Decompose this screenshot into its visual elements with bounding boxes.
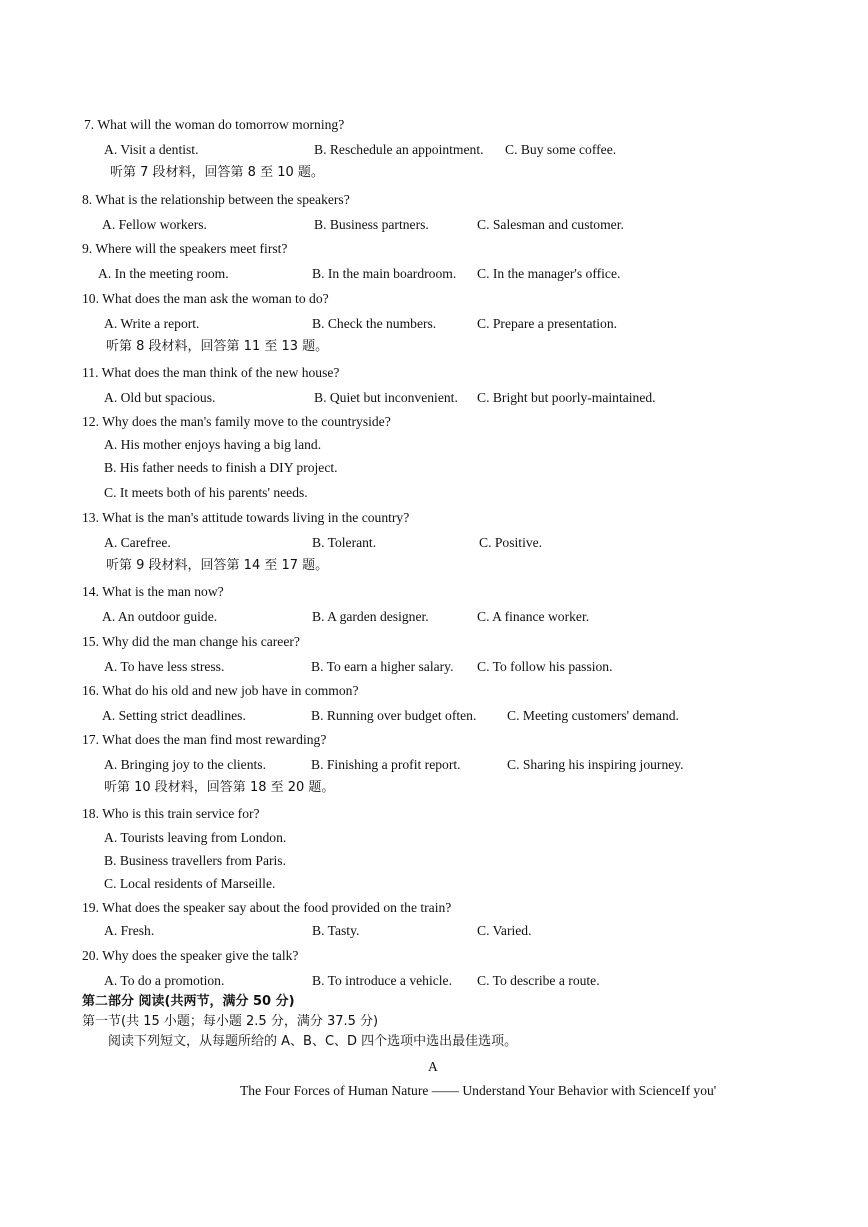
question-14-option-c: C. A finance worker.: [477, 609, 590, 624]
question-14-option-a: A. An outdoor guide.: [102, 609, 218, 624]
section-instruction-7: 听第 7 段材料，回答第 8 至 10 题。: [110, 165, 324, 180]
reading-instruction: 阅读下列短文，从每题所给的 A、B、C、D 四个选项中选出最佳选项。: [108, 1034, 518, 1049]
question-15-option-a: A. To have less stress.: [104, 659, 225, 674]
question-14-option-b: B. A garden designer.: [312, 609, 429, 624]
section-instruction-9: 听第 9 段材料，回答第 14 至 17 题。: [106, 558, 329, 573]
question-16-option-c: C. Meeting customers' demand.: [507, 708, 679, 723]
question-9-stem: 9. Where will the speakers meet first?: [82, 241, 288, 256]
section-instruction-10: 听第 10 段材料，回答第 18 至 20 题。: [104, 780, 335, 795]
question-19-option-a: A. Fresh.: [104, 923, 155, 938]
question-19-option-b: B. Tasty.: [312, 923, 360, 938]
question-15-option-b: B. To earn a higher salary.: [311, 659, 454, 674]
question-20-stem: 20. Why does the speaker give the talk?: [82, 948, 299, 963]
question-11-option-b: B. Quiet but inconvenient.: [314, 390, 458, 405]
question-7-option-a: A. Visit a dentist.: [104, 142, 199, 157]
question-13-option-b: B. Tolerant.: [312, 535, 377, 550]
question-15-stem: 15. Why did the man change his career?: [82, 634, 300, 649]
question-17-stem: 17. What does the man find most rewarding?: [82, 732, 327, 747]
question-8-option-a: A. Fellow workers.: [102, 217, 207, 232]
question-17-option-b: B. Finishing a profit report.: [311, 757, 461, 772]
question-19-option-c: C. Varied.: [477, 923, 532, 938]
question-20-option-c: C. To describe a route.: [477, 973, 600, 988]
question-9-option-c: C. In the manager's office.: [477, 266, 621, 281]
question-18-option-b: B. Business travellers from Paris.: [104, 853, 286, 868]
question-9-option-a: A. In the meeting room.: [98, 266, 229, 281]
question-20-option-b: B. To introduce a vehicle.: [312, 973, 452, 988]
question-7-stem: 7. What will the woman do tomorrow morning?: [84, 117, 345, 132]
question-10-option-c: C. Prepare a presentation.: [477, 316, 618, 331]
question-12-stem: 12. Why does the man's family move to the countryside?: [82, 414, 391, 429]
question-10-option-b: B. Check the numbers.: [312, 316, 437, 331]
question-13-option-c: C. Positive.: [479, 535, 543, 550]
question-18-option-a: A. Tourists leaving from London.: [104, 830, 287, 845]
question-10-option-a: A. Write a report.: [104, 316, 200, 331]
section-instruction-8: 听第 8 段材料，回答第 11 至 13 题。: [106, 339, 329, 354]
question-7-option-b: B. Reschedule an appointment.: [314, 142, 484, 157]
question-17-option-a: A. Bringing joy to the clients.: [104, 757, 266, 772]
question-19-stem: 19. What does the speaker say about the food provided on the train?: [82, 900, 452, 915]
question-13-option-a: A. Carefree.: [104, 535, 171, 550]
question-12-option-a: A. His mother enjoys having a big land.: [104, 437, 322, 452]
question-11-stem: 11. What does the man think of the new house?: [82, 365, 340, 380]
question-20-option-a: A. To do a promotion.: [104, 973, 225, 988]
question-8-option-b: B. Business partners.: [314, 217, 429, 232]
question-11-option-c: C. Bright but poorly-maintained.: [477, 390, 656, 405]
question-18-option-c: C. Local residents of Marseille.: [104, 876, 276, 891]
passage-title: The Four Forces of Human Nature —— Understand Your Behavior with ScienceIf you': [240, 1083, 717, 1098]
question-8-stem: 8. What is the relationship between the speakers?: [82, 192, 350, 207]
passage-letter: A: [428, 1059, 438, 1074]
question-16-stem: 16. What do his old and new job have in common?: [82, 683, 359, 698]
question-15-option-c: C. To follow his passion.: [477, 659, 613, 674]
part-two-heading: 第二部分 阅读(共两节，满分 50 分): [82, 994, 295, 1009]
question-12-option-c: C. It meets both of his parents' needs.: [104, 485, 308, 500]
question-16-option-a: A. Setting strict deadlines.: [102, 708, 246, 723]
question-10-stem: 10. What does the man ask the woman to do?: [82, 291, 329, 306]
question-13-stem: 13. What is the man's attitude towards living in the country?: [82, 510, 410, 525]
question-9-option-b: B. In the main boardroom.: [312, 266, 457, 281]
section-one-heading: 第一节(共 15 小题；每小题 2.5 分，满分 37.5 分): [82, 1014, 379, 1029]
question-16-option-b: B. Running over budget often.: [311, 708, 477, 723]
question-17-option-c: C. Sharing his inspiring journey.: [507, 757, 684, 772]
question-8-option-c: C. Salesman and customer.: [477, 217, 624, 232]
question-12-option-b: B. His father needs to finish a DIY project.: [104, 460, 338, 475]
question-18-stem: 18. Who is this train service for?: [82, 806, 260, 821]
question-7-option-c: C. Buy some coffee.: [505, 142, 617, 157]
question-14-stem: 14. What is the man now?: [82, 584, 224, 599]
question-11-option-a: A. Old but spacious.: [104, 390, 216, 405]
